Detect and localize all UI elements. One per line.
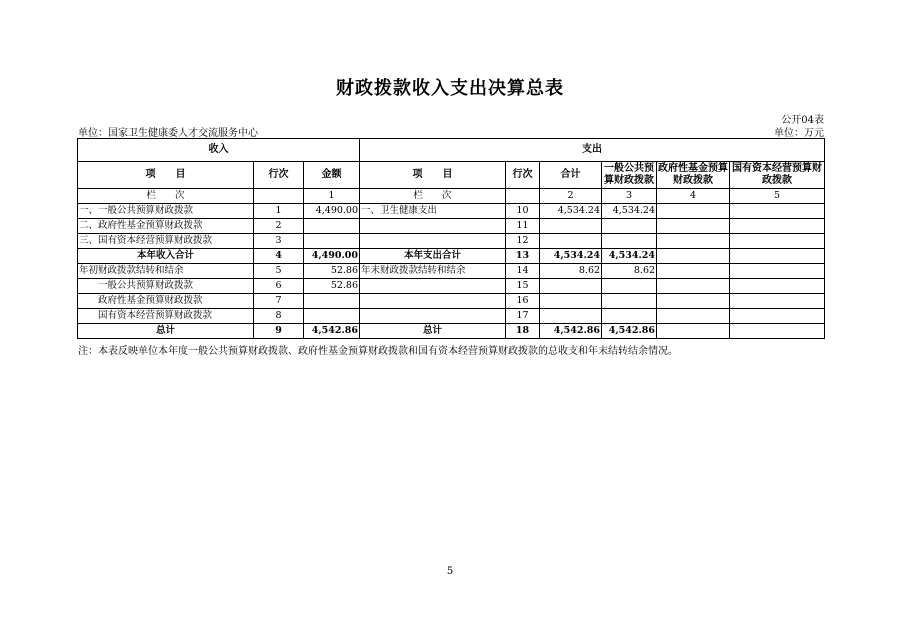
col-index-3: 3 [602, 189, 657, 204]
col-index-empty [506, 189, 540, 204]
expense-statecapital [730, 294, 825, 309]
expense-statecapital [730, 249, 825, 264]
table-note: 注：本表反映单位本年度一般公共预算财政拨款、政府性基金预算财政拨款和国有资本经营预算财政拨款的总收支和年末结转结余情况。 [78, 346, 678, 357]
expense-row-no: 17 [506, 309, 540, 324]
table-row [78, 279, 825, 294]
expense-item [360, 294, 506, 309]
expense-general: 8.62 [602, 264, 657, 279]
expense-row-no: 14 [506, 264, 540, 279]
expense-row-no: 12 [506, 234, 540, 249]
col-index-1: 1 [304, 189, 360, 204]
expense-total [540, 294, 602, 309]
income-item: 年初财政拨款结转和结余 [78, 264, 254, 279]
expense-item: 年末财政拨款结转和结余 [360, 264, 506, 279]
income-amount: 4,490.00 [304, 204, 360, 219]
income-amount: 52.86 [304, 279, 360, 294]
header-row-column-index [78, 189, 825, 204]
expense-total [540, 279, 602, 294]
income-item: 二、政府性基金预算财政拨款 [78, 219, 254, 234]
expense-govfund-header: 政府性基金预算财政拨款 [657, 162, 730, 189]
expense-general [602, 219, 657, 234]
income-amount [304, 309, 360, 324]
income-row-no: 5 [254, 264, 304, 279]
income-row-no: 1 [254, 204, 304, 219]
expense-govfund [657, 324, 730, 339]
page-number: 5 [446, 566, 454, 577]
expense-total: 4,534.24 [540, 204, 602, 219]
income-amount [304, 234, 360, 249]
income-item-header: 项 目 [78, 162, 254, 189]
expense-govfund [657, 234, 730, 249]
lanci-label: 栏 次 [78, 189, 254, 204]
income-item: 政府性基金预算财政拨款 [78, 294, 254, 309]
expense-general: 4,534.24 [602, 204, 657, 219]
income-amount: 52.86 [304, 264, 360, 279]
expense-row-no: 11 [506, 219, 540, 234]
income-amount: 4,542.86 [304, 324, 360, 339]
form-code: 公开04表 [781, 115, 824, 126]
table-row [78, 294, 825, 309]
income-rowno-header: 行次 [254, 162, 304, 189]
expense-item-header: 项 目 [360, 162, 506, 189]
expense-general [602, 234, 657, 249]
unit-name: 单位：国家卫生健康委人才交流服务中心 [78, 128, 258, 139]
income-item: 本年收入合计 [78, 249, 254, 264]
income-row-no: 4 [254, 249, 304, 264]
page-title: 财政拨款收入支出决算总表 [336, 78, 564, 99]
income-item: 国有资本经营预算财政拨款 [78, 309, 254, 324]
table-row [78, 234, 825, 249]
table-row-grand-total [78, 324, 825, 339]
expense-total [540, 309, 602, 324]
income-amount: 4,490.00 [304, 249, 360, 264]
expense-govfund [657, 279, 730, 294]
income-row-no: 8 [254, 309, 304, 324]
lanci-label: 栏 次 [360, 189, 506, 204]
income-header: 收入 [78, 139, 360, 162]
income-row-no: 9 [254, 324, 304, 339]
expense-statecapital [730, 219, 825, 234]
income-row-no: 2 [254, 219, 304, 234]
col-index-5: 5 [730, 189, 825, 204]
expense-govfund [657, 294, 730, 309]
expense-row-no: 15 [506, 279, 540, 294]
table-row [78, 309, 825, 324]
expense-item [360, 234, 506, 249]
budget-summary-table [77, 138, 825, 339]
income-row-no: 6 [254, 279, 304, 294]
header-row-columns [78, 162, 825, 189]
expense-statecapital [730, 324, 825, 339]
header-row-section [78, 139, 825, 162]
expense-total: 4,534.24 [540, 249, 602, 264]
expense-total: 8.62 [540, 264, 602, 279]
expense-row-no: 18 [506, 324, 540, 339]
col-index-4: 4 [657, 189, 730, 204]
expense-general-header: 一般公共预算财政拨款 [602, 162, 657, 189]
expense-total [540, 219, 602, 234]
expense-header: 支出 [360, 139, 825, 162]
table-row-subtotal [78, 249, 825, 264]
expense-govfund [657, 219, 730, 234]
expense-general: 4,542.86 [602, 324, 657, 339]
expense-item: 总计 [360, 324, 506, 339]
expense-govfund [657, 309, 730, 324]
expense-total [540, 234, 602, 249]
expense-statecapital [730, 264, 825, 279]
expense-general: 4,534.24 [602, 249, 657, 264]
expense-govfund [657, 249, 730, 264]
expense-item: 本年支出合计 [360, 249, 506, 264]
expense-item [360, 309, 506, 324]
expense-statecapital-header: 国有资本经营预算财政拨款 [730, 162, 825, 189]
expense-statecapital [730, 204, 825, 219]
col-index-empty [254, 189, 304, 204]
income-amount [304, 294, 360, 309]
expense-item [360, 219, 506, 234]
expense-item [360, 279, 506, 294]
expense-govfund [657, 264, 730, 279]
income-item: 一、一般公共预算财政拨款 [78, 204, 254, 219]
income-item: 总计 [78, 324, 254, 339]
expense-statecapital [730, 234, 825, 249]
income-amount [304, 219, 360, 234]
table-row [78, 204, 825, 219]
expense-row-no: 10 [506, 204, 540, 219]
expense-row-no: 13 [506, 249, 540, 264]
expense-rowno-header: 行次 [506, 162, 540, 189]
col-index-2: 2 [540, 189, 602, 204]
table-row [78, 219, 825, 234]
expense-general [602, 309, 657, 324]
expense-general [602, 279, 657, 294]
expense-govfund [657, 204, 730, 219]
expense-row-no: 16 [506, 294, 540, 309]
income-item: 三、国有资本经营预算财政拨款 [78, 234, 254, 249]
expense-item: 一、卫生健康支出 [360, 204, 506, 219]
expense-statecapital [730, 309, 825, 324]
income-item: 一般公共预算财政拨款 [78, 279, 254, 294]
income-row-no: 7 [254, 294, 304, 309]
expense-statecapital [730, 279, 825, 294]
income-amount-header: 金额 [304, 162, 360, 189]
expense-general [602, 294, 657, 309]
income-row-no: 3 [254, 234, 304, 249]
currency-unit: 单位：万元 [774, 128, 824, 139]
table-row [78, 264, 825, 279]
expense-total: 4,542.86 [540, 324, 602, 339]
expense-total-header: 合计 [540, 162, 602, 189]
